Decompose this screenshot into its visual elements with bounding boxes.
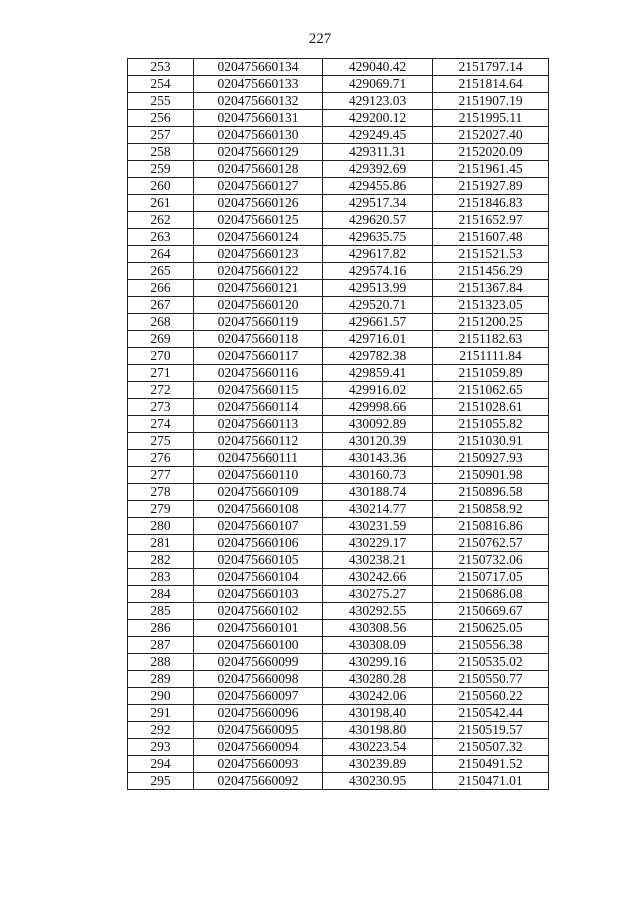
point-id-cell: 020475660132 bbox=[194, 93, 323, 110]
point-number-cell: 260 bbox=[128, 178, 194, 195]
x-coordinate-cell: 429069.71 bbox=[323, 76, 433, 93]
page-number: 227 bbox=[308, 31, 332, 47]
point-number-cell: 254 bbox=[128, 76, 194, 93]
point-number-cell: 264 bbox=[128, 246, 194, 263]
table-row bbox=[128, 603, 549, 620]
y-coordinate-cell: 2150901.98 bbox=[433, 467, 549, 484]
table-row bbox=[128, 229, 549, 246]
point-number-cell: 279 bbox=[128, 501, 194, 518]
point-id-cell: 020475660112 bbox=[194, 433, 323, 450]
y-coordinate-cell: 2151200.25 bbox=[433, 314, 549, 331]
x-coordinate-cell: 430230.95 bbox=[323, 773, 433, 790]
point-number-cell: 273 bbox=[128, 399, 194, 416]
x-coordinate-cell: 430229.17 bbox=[323, 535, 433, 552]
point-number-cell: 266 bbox=[128, 280, 194, 297]
table-row bbox=[128, 365, 549, 382]
point-number-cell: 276 bbox=[128, 450, 194, 467]
y-coordinate-cell: 2151814.64 bbox=[433, 76, 549, 93]
y-coordinate-cell: 2150669.67 bbox=[433, 603, 549, 620]
table-row bbox=[128, 467, 549, 484]
point-id-cell: 020475660128 bbox=[194, 161, 323, 178]
table-row bbox=[128, 314, 549, 331]
point-number-cell: 283 bbox=[128, 569, 194, 586]
y-coordinate-cell: 2150927.93 bbox=[433, 450, 549, 467]
x-coordinate-cell: 430275.27 bbox=[323, 586, 433, 603]
x-coordinate-cell: 430299.16 bbox=[323, 654, 433, 671]
table-row bbox=[128, 144, 549, 161]
y-coordinate-cell: 2151059.89 bbox=[433, 365, 549, 382]
y-coordinate-cell: 2150560.22 bbox=[433, 688, 549, 705]
table-row bbox=[128, 688, 549, 705]
y-coordinate-cell: 2150858.92 bbox=[433, 501, 549, 518]
point-number-cell: 263 bbox=[128, 229, 194, 246]
x-coordinate-cell: 429517.34 bbox=[323, 195, 433, 212]
y-coordinate-cell: 2150542.44 bbox=[433, 705, 549, 722]
point-number-cell: 268 bbox=[128, 314, 194, 331]
point-id-cell: 020475660107 bbox=[194, 518, 323, 535]
point-number-cell: 294 bbox=[128, 756, 194, 773]
table-row bbox=[128, 280, 549, 297]
table-row bbox=[128, 297, 549, 314]
point-number-cell: 259 bbox=[128, 161, 194, 178]
table-row bbox=[128, 450, 549, 467]
x-coordinate-cell: 429040.42 bbox=[323, 59, 433, 76]
table-row bbox=[128, 59, 549, 76]
table-row bbox=[128, 195, 549, 212]
point-number-cell: 269 bbox=[128, 331, 194, 348]
x-coordinate-cell: 430160.73 bbox=[323, 467, 433, 484]
table-row bbox=[128, 110, 549, 127]
point-number-cell: 293 bbox=[128, 739, 194, 756]
point-number-cell: 292 bbox=[128, 722, 194, 739]
table-row bbox=[128, 552, 549, 569]
y-coordinate-cell: 2151846.83 bbox=[433, 195, 549, 212]
table-row bbox=[128, 705, 549, 722]
x-coordinate-cell: 429998.66 bbox=[323, 399, 433, 416]
y-coordinate-cell: 2150507.32 bbox=[433, 739, 549, 756]
point-id-cell: 020475660111 bbox=[194, 450, 323, 467]
x-coordinate-cell: 429916.02 bbox=[323, 382, 433, 399]
x-coordinate-cell: 430292.55 bbox=[323, 603, 433, 620]
x-coordinate-cell: 429716.01 bbox=[323, 331, 433, 348]
point-id-cell: 020475660092 bbox=[194, 773, 323, 790]
table-row bbox=[128, 416, 549, 433]
y-coordinate-cell: 2150550.77 bbox=[433, 671, 549, 688]
y-coordinate-cell: 2151111.84 bbox=[433, 348, 549, 365]
point-id-cell: 020475660096 bbox=[194, 705, 323, 722]
x-coordinate-cell: 430242.66 bbox=[323, 569, 433, 586]
x-coordinate-cell: 430143.36 bbox=[323, 450, 433, 467]
y-coordinate-cell: 2151062.65 bbox=[433, 382, 549, 399]
point-id-cell: 020475660126 bbox=[194, 195, 323, 212]
table-row bbox=[128, 569, 549, 586]
table-row bbox=[128, 773, 549, 790]
x-coordinate-cell: 430223.54 bbox=[323, 739, 433, 756]
table-row bbox=[128, 127, 549, 144]
point-id-cell: 020475660125 bbox=[194, 212, 323, 229]
point-id-cell: 020475660095 bbox=[194, 722, 323, 739]
point-number-cell: 289 bbox=[128, 671, 194, 688]
point-id-cell: 020475660106 bbox=[194, 535, 323, 552]
table-row bbox=[128, 399, 549, 416]
point-id-cell: 020475660123 bbox=[194, 246, 323, 263]
point-id-cell: 020475660133 bbox=[194, 76, 323, 93]
point-number-cell: 256 bbox=[128, 110, 194, 127]
y-coordinate-cell: 2150519.57 bbox=[433, 722, 549, 739]
point-number-cell: 262 bbox=[128, 212, 194, 229]
x-coordinate-cell: 430231.59 bbox=[323, 518, 433, 535]
point-id-cell: 020475660130 bbox=[194, 127, 323, 144]
y-coordinate-cell: 2151030.91 bbox=[433, 433, 549, 450]
coordinates-table-body bbox=[128, 59, 549, 790]
x-coordinate-cell: 429520.71 bbox=[323, 297, 433, 314]
x-coordinate-cell: 430120.39 bbox=[323, 433, 433, 450]
point-id-cell: 020475660099 bbox=[194, 654, 323, 671]
y-coordinate-cell: 2151521.53 bbox=[433, 246, 549, 263]
y-coordinate-cell: 2151907.19 bbox=[433, 93, 549, 110]
y-coordinate-cell: 2150732.06 bbox=[433, 552, 549, 569]
table-row bbox=[128, 586, 549, 603]
y-coordinate-cell: 2150625.05 bbox=[433, 620, 549, 637]
point-id-cell: 020475660109 bbox=[194, 484, 323, 501]
point-number-cell: 257 bbox=[128, 127, 194, 144]
point-number-cell: 274 bbox=[128, 416, 194, 433]
point-id-cell: 020475660119 bbox=[194, 314, 323, 331]
point-number-cell: 280 bbox=[128, 518, 194, 535]
point-id-cell: 020475660117 bbox=[194, 348, 323, 365]
point-id-cell: 020475660093 bbox=[194, 756, 323, 773]
x-coordinate-cell: 429311.31 bbox=[323, 144, 433, 161]
x-coordinate-cell: 429635.75 bbox=[323, 229, 433, 246]
point-id-cell: 020475660105 bbox=[194, 552, 323, 569]
y-coordinate-cell: 2151927.89 bbox=[433, 178, 549, 195]
table-row bbox=[128, 654, 549, 671]
point-number-cell: 272 bbox=[128, 382, 194, 399]
point-number-cell: 270 bbox=[128, 348, 194, 365]
table-row bbox=[128, 535, 549, 552]
point-id-cell: 020475660131 bbox=[194, 110, 323, 127]
table-row bbox=[128, 671, 549, 688]
x-coordinate-cell: 429620.57 bbox=[323, 212, 433, 229]
y-coordinate-cell: 2150556.38 bbox=[433, 637, 549, 654]
x-coordinate-cell: 430214.77 bbox=[323, 501, 433, 518]
y-coordinate-cell: 2151961.45 bbox=[433, 161, 549, 178]
point-number-cell: 295 bbox=[128, 773, 194, 790]
table-row bbox=[128, 518, 549, 535]
point-number-cell: 277 bbox=[128, 467, 194, 484]
point-id-cell: 020475660122 bbox=[194, 263, 323, 280]
y-coordinate-cell: 2150762.57 bbox=[433, 535, 549, 552]
x-coordinate-cell: 430198.40 bbox=[323, 705, 433, 722]
y-coordinate-cell: 2150896.58 bbox=[433, 484, 549, 501]
table-row bbox=[128, 382, 549, 399]
y-coordinate-cell: 2151456.29 bbox=[433, 263, 549, 280]
y-coordinate-cell: 2152020.09 bbox=[433, 144, 549, 161]
point-number-cell: 271 bbox=[128, 365, 194, 382]
table-row bbox=[128, 331, 549, 348]
point-id-cell: 020475660100 bbox=[194, 637, 323, 654]
x-coordinate-cell: 429249.45 bbox=[323, 127, 433, 144]
point-number-cell: 291 bbox=[128, 705, 194, 722]
point-number-cell: 258 bbox=[128, 144, 194, 161]
point-number-cell: 290 bbox=[128, 688, 194, 705]
point-id-cell: 020475660120 bbox=[194, 297, 323, 314]
y-coordinate-cell: 2150816.86 bbox=[433, 518, 549, 535]
table-row bbox=[128, 739, 549, 756]
x-coordinate-cell: 429200.12 bbox=[323, 110, 433, 127]
point-number-cell: 265 bbox=[128, 263, 194, 280]
point-number-cell: 278 bbox=[128, 484, 194, 501]
x-coordinate-cell: 429513.99 bbox=[323, 280, 433, 297]
x-coordinate-cell: 430280.28 bbox=[323, 671, 433, 688]
table-row bbox=[128, 76, 549, 93]
y-coordinate-cell: 2151797.14 bbox=[433, 59, 549, 76]
x-coordinate-cell: 429661.57 bbox=[323, 314, 433, 331]
y-coordinate-cell: 2151367.84 bbox=[433, 280, 549, 297]
y-coordinate-cell: 2150686.08 bbox=[433, 586, 549, 603]
point-id-cell: 020475660134 bbox=[194, 59, 323, 76]
y-coordinate-cell: 2151323.05 bbox=[433, 297, 549, 314]
table-row bbox=[128, 212, 549, 229]
x-coordinate-cell: 429392.69 bbox=[323, 161, 433, 178]
table-row bbox=[128, 263, 549, 280]
point-id-cell: 020475660129 bbox=[194, 144, 323, 161]
point-id-cell: 020475660118 bbox=[194, 331, 323, 348]
point-id-cell: 020475660124 bbox=[194, 229, 323, 246]
point-id-cell: 020475660116 bbox=[194, 365, 323, 382]
point-number-cell: 282 bbox=[128, 552, 194, 569]
point-number-cell: 267 bbox=[128, 297, 194, 314]
point-id-cell: 020475660108 bbox=[194, 501, 323, 518]
point-id-cell: 020475660098 bbox=[194, 671, 323, 688]
x-coordinate-cell: 430188.74 bbox=[323, 484, 433, 501]
table-row bbox=[128, 620, 549, 637]
table-row bbox=[128, 246, 549, 263]
table-row bbox=[128, 756, 549, 773]
table-row bbox=[128, 178, 549, 195]
point-id-cell: 020475660115 bbox=[194, 382, 323, 399]
x-coordinate-cell: 429455.86 bbox=[323, 178, 433, 195]
x-coordinate-cell: 430242.06 bbox=[323, 688, 433, 705]
point-number-cell: 253 bbox=[128, 59, 194, 76]
point-number-cell: 286 bbox=[128, 620, 194, 637]
table-row bbox=[128, 433, 549, 450]
y-coordinate-cell: 2151652.97 bbox=[433, 212, 549, 229]
x-coordinate-cell: 429782.38 bbox=[323, 348, 433, 365]
y-coordinate-cell: 2152027.40 bbox=[433, 127, 549, 144]
table-row bbox=[128, 484, 549, 501]
x-coordinate-cell: 430308.09 bbox=[323, 637, 433, 654]
y-coordinate-cell: 2150717.05 bbox=[433, 569, 549, 586]
table-row bbox=[128, 93, 549, 110]
y-coordinate-cell: 2151055.82 bbox=[433, 416, 549, 433]
point-number-cell: 288 bbox=[128, 654, 194, 671]
table-row bbox=[128, 348, 549, 365]
x-coordinate-cell: 430198.80 bbox=[323, 722, 433, 739]
y-coordinate-cell: 2151182.63 bbox=[433, 331, 549, 348]
y-coordinate-cell: 2151607.48 bbox=[433, 229, 549, 246]
point-id-cell: 020475660127 bbox=[194, 178, 323, 195]
point-id-cell: 020475660101 bbox=[194, 620, 323, 637]
point-id-cell: 020475660097 bbox=[194, 688, 323, 705]
x-coordinate-cell: 430239.89 bbox=[323, 756, 433, 773]
coordinates-table bbox=[127, 58, 549, 790]
point-number-cell: 281 bbox=[128, 535, 194, 552]
table-row bbox=[128, 501, 549, 518]
table-row bbox=[128, 637, 549, 654]
y-coordinate-cell: 2150535.02 bbox=[433, 654, 549, 671]
y-coordinate-cell: 2150491.52 bbox=[433, 756, 549, 773]
x-coordinate-cell: 429617.82 bbox=[323, 246, 433, 263]
point-number-cell: 287 bbox=[128, 637, 194, 654]
point-number-cell: 275 bbox=[128, 433, 194, 450]
point-number-cell: 261 bbox=[128, 195, 194, 212]
x-coordinate-cell: 429859.41 bbox=[323, 365, 433, 382]
point-id-cell: 020475660113 bbox=[194, 416, 323, 433]
point-id-cell: 020475660102 bbox=[194, 603, 323, 620]
x-coordinate-cell: 430092.89 bbox=[323, 416, 433, 433]
point-id-cell: 020475660103 bbox=[194, 586, 323, 603]
x-coordinate-cell: 430238.21 bbox=[323, 552, 433, 569]
point-number-cell: 284 bbox=[128, 586, 194, 603]
point-id-cell: 020475660104 bbox=[194, 569, 323, 586]
point-id-cell: 020475660121 bbox=[194, 280, 323, 297]
point-number-cell: 255 bbox=[128, 93, 194, 110]
point-id-cell: 020475660110 bbox=[194, 467, 323, 484]
table-row bbox=[128, 722, 549, 739]
x-coordinate-cell: 430308.56 bbox=[323, 620, 433, 637]
point-id-cell: 020475660094 bbox=[194, 739, 323, 756]
y-coordinate-cell: 2150471.01 bbox=[433, 773, 549, 790]
y-coordinate-cell: 2151995.11 bbox=[433, 110, 549, 127]
table-row bbox=[128, 161, 549, 178]
y-coordinate-cell: 2151028.61 bbox=[433, 399, 549, 416]
x-coordinate-cell: 429574.16 bbox=[323, 263, 433, 280]
x-coordinate-cell: 429123.03 bbox=[323, 93, 433, 110]
point-id-cell: 020475660114 bbox=[194, 399, 323, 416]
point-number-cell: 285 bbox=[128, 603, 194, 620]
